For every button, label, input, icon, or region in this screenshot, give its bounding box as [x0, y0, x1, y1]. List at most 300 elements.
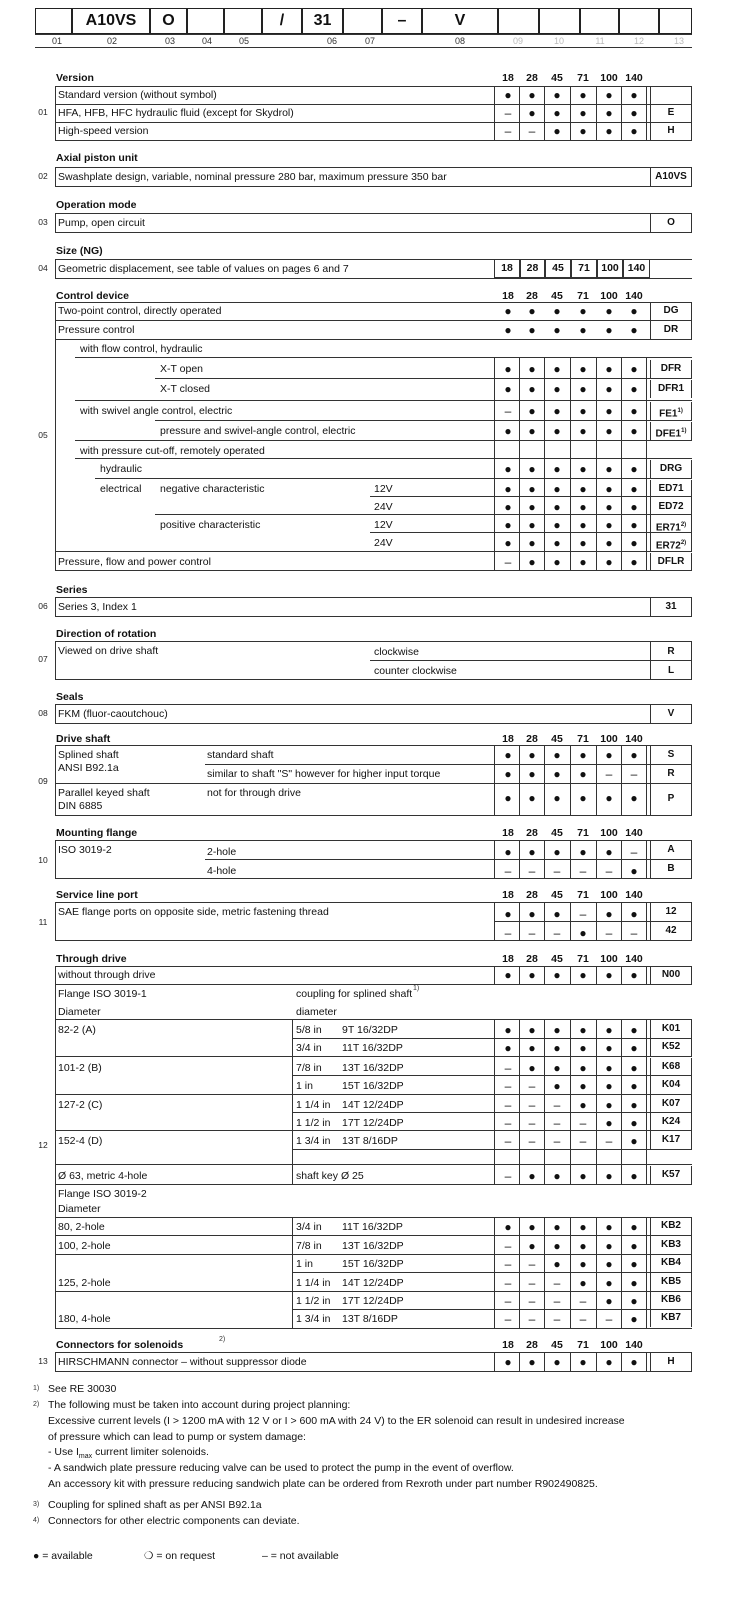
availability-symbol: ● — [504, 1041, 512, 1055]
shaft-diameter: 7/8 in — [296, 1062, 322, 1074]
order-code-box — [580, 8, 619, 34]
rule-line — [55, 232, 692, 233]
availability-symbol: ● — [605, 1257, 613, 1271]
availability-symbol: – — [504, 1276, 512, 1290]
order-code-box — [539, 8, 580, 34]
availability-symbol: – — [504, 1061, 512, 1075]
shaft-desc: not for through drive — [207, 787, 301, 799]
order-code-cell — [650, 966, 692, 984]
availability-symbol: ● — [605, 518, 613, 532]
control-voltage: 24V — [374, 537, 393, 549]
availability-symbol: ● — [579, 88, 587, 102]
size-header-45: 45 — [551, 72, 563, 84]
availability-symbol: ● — [504, 424, 512, 438]
availability-symbol: ● — [605, 1116, 613, 1130]
size-grid-divider — [621, 86, 622, 140]
order-code: DRG — [659, 463, 683, 474]
size-grid-divider — [519, 357, 520, 570]
control-label: with swivel angle control, electric — [80, 405, 233, 417]
divider-line — [292, 1019, 293, 1184]
axial-label: Swashplate design, variable, nominal pressure 280 bar, maximum pressure 350 bar — [58, 171, 447, 183]
availability-symbol: ● — [528, 382, 536, 396]
header-underline — [35, 34, 692, 35]
size-grid-left — [494, 1217, 495, 1328]
diameter-label: Diameter — [58, 1006, 101, 1018]
availability-symbol: ● — [553, 1079, 561, 1093]
availability-symbol: – — [579, 1134, 587, 1148]
spline-spec: 13T 16/32DP — [342, 1062, 404, 1074]
size-header-28: 28 — [526, 889, 538, 901]
availability-symbol: – — [579, 1312, 587, 1326]
availability-symbol: ● — [553, 106, 561, 120]
size-grid-divider — [570, 357, 571, 570]
size-header-140: 140 — [625, 1339, 643, 1351]
availability-symbol: – — [504, 555, 512, 569]
control-label: hydraulic — [100, 463, 143, 475]
availability-symbol: ● — [504, 362, 512, 376]
availability-symbol: ● — [630, 1257, 638, 1271]
availability-symbol: ● — [579, 1355, 587, 1369]
rule-line — [55, 641, 692, 642]
availability-symbol: ● — [630, 462, 638, 476]
shaft-diameter: 3/4 in — [296, 1042, 322, 1054]
order-code-cell — [650, 745, 692, 764]
size-header-140: 140 — [625, 290, 643, 302]
size-header-140: 140 — [625, 72, 643, 84]
legend-on-request: ❍ = on request — [144, 1550, 215, 1562]
section-title-mounting: Mounting flange — [56, 827, 138, 839]
rule-line — [55, 940, 692, 941]
size-grid-right — [646, 745, 647, 815]
size-box: 28 — [520, 259, 545, 278]
order-code: KB4 — [660, 1257, 681, 1268]
order-code-cell — [650, 1038, 692, 1056]
rule-line — [205, 764, 692, 765]
order-code: 31 — [665, 601, 677, 612]
order-code: KB7 — [660, 1312, 681, 1323]
availability-symbol: ● — [504, 518, 512, 532]
order-code-box — [72, 8, 150, 34]
series-label: Series 3, Index 1 — [58, 601, 137, 613]
footnote-ref: 2) — [680, 540, 687, 546]
control-characteristic: negative characteristic — [160, 483, 265, 495]
section-title-operation: Operation mode — [56, 199, 137, 211]
control-voltage: 12V — [374, 519, 393, 531]
subscript: max — [78, 1453, 93, 1461]
position-number: 06 — [38, 601, 48, 611]
order-code-cell — [650, 1020, 692, 1038]
section-title-through-drive: Through drive — [56, 953, 127, 965]
order-code: E — [667, 107, 675, 118]
flange-size: 180, 4-hole — [58, 1313, 111, 1325]
availability-symbol: – — [630, 926, 638, 940]
availability-symbol: ● — [605, 1023, 613, 1037]
size-header-71: 71 — [577, 1339, 589, 1351]
availability-symbol: ● — [605, 88, 613, 102]
size-header-45: 45 — [551, 290, 563, 302]
availability-symbol: ● — [605, 555, 613, 569]
size-label: Geometric displacement, see table of values on pages 6 and 7 — [58, 263, 349, 275]
size-header-45: 45 — [551, 953, 563, 965]
position-label: 05 — [238, 36, 249, 46]
rule-line — [55, 1328, 692, 1329]
spline-spec: 9T 16/32DP — [342, 1024, 398, 1036]
order-code: ER72 — [655, 540, 681, 552]
availability-symbol: ● — [528, 424, 536, 438]
availability-symbol: ● — [553, 1023, 561, 1037]
availability-symbol: ● — [630, 1079, 638, 1093]
rule-line — [155, 420, 692, 421]
rule-line — [155, 378, 692, 379]
legend-available: ● = available — [33, 1550, 93, 1562]
order-code-cell — [650, 1113, 692, 1131]
size-grid-divider — [544, 902, 545, 940]
availability-symbol: ● — [630, 500, 638, 514]
availability-symbol: – — [579, 907, 587, 921]
shaft-type: Splined shaft — [58, 749, 119, 761]
availability-symbol: ● — [504, 500, 512, 514]
size-grid-divider — [519, 840, 520, 878]
rule-line — [55, 278, 692, 279]
order-code: N00 — [661, 969, 681, 980]
availability-symbol: – — [528, 1294, 536, 1308]
availability-symbol: – — [579, 864, 587, 878]
size-header-100: 100 — [600, 290, 618, 302]
divider-line — [55, 641, 56, 679]
spline-spec: 17T 12/24DP — [342, 1295, 404, 1307]
size-grid-divider — [519, 1217, 520, 1328]
size-grid-divider — [544, 86, 545, 140]
spline-spec: 14T 12/24DP — [342, 1277, 404, 1289]
rule-line — [55, 570, 692, 571]
through-drive-none: without through drive — [58, 969, 156, 981]
availability-symbol: – — [553, 926, 561, 940]
size-header-71: 71 — [577, 889, 589, 901]
availability-symbol: ● — [528, 1355, 536, 1369]
order-code-value: 31 — [313, 12, 332, 29]
order-code-value: – — [397, 12, 407, 29]
availability-symbol: – — [579, 1116, 587, 1130]
availability-symbol: ● — [605, 106, 613, 120]
position-number: 04 — [38, 263, 48, 273]
availability-symbol: ● — [504, 845, 512, 859]
order-code: K68 — [661, 1061, 681, 1072]
footnote-text: The following must be taken into account during project planning: — [48, 1399, 351, 1411]
position-label: 02 — [106, 36, 117, 46]
order-code: P — [667, 793, 675, 804]
footnote-text: Excessive current levels (I > 1200 mA with 12 V or I > 600 mA with 24 V) to the ER solenoid can result in undesired increase — [48, 1415, 625, 1427]
version-option-label: HFA, HFB, HFC hydraulic fluid (except for Skydrol) — [58, 107, 294, 119]
size-grid-divider — [570, 840, 571, 878]
availability-symbol: ● — [553, 1169, 561, 1183]
size-header-100: 100 — [600, 827, 618, 839]
rule-line — [55, 1184, 692, 1185]
order-code: DFR1 — [657, 383, 685, 394]
size-header-71: 71 — [577, 953, 589, 965]
divider-line — [55, 1352, 56, 1371]
availability-symbol: – — [504, 926, 512, 940]
order-code-cell — [650, 86, 692, 104]
order-code: DG — [663, 305, 679, 316]
rule-line — [95, 478, 692, 479]
position-number: 07 — [38, 654, 48, 664]
availability-symbol: – — [504, 1294, 512, 1308]
availability-symbol: ● — [630, 1116, 638, 1130]
section-title-rotation: Direction of rotation — [56, 628, 157, 640]
order-code-cell — [650, 859, 692, 878]
availability-symbol: ● — [553, 845, 561, 859]
availability-symbol: – — [605, 767, 613, 781]
order-code-box — [224, 8, 262, 34]
availability-symbol: ● — [504, 907, 512, 921]
availability-symbol: ● — [579, 968, 587, 982]
order-code-cell — [650, 321, 692, 339]
size-grid-right — [646, 1217, 647, 1328]
availability-symbol: ● — [630, 1239, 638, 1253]
availability-symbol: ● — [528, 462, 536, 476]
order-code-cell — [650, 460, 692, 478]
availability-symbol: ● — [528, 845, 536, 859]
availability-symbol: ● — [579, 462, 587, 476]
version-option-label: High-speed version — [58, 125, 149, 137]
size-header-28: 28 — [526, 1339, 538, 1351]
order-code-box — [187, 8, 224, 34]
availability-symbol: – — [504, 1312, 512, 1326]
size-header-45: 45 — [551, 733, 563, 745]
shaft-standard: ANSI B92.1a — [58, 762, 119, 774]
shaft-desc: similar to shaft "S" however for higher input torque — [207, 768, 441, 780]
footnote-mark: 1) — [33, 1385, 40, 1392]
header-bottom-rule — [35, 47, 692, 48]
availability-symbol: ● — [630, 1294, 638, 1308]
size-grid-left — [494, 745, 495, 815]
spline-spec: 15T 16/32DP — [342, 1080, 404, 1092]
order-code-cell — [650, 380, 692, 398]
size-grid-divider — [544, 745, 545, 815]
availability-symbol: ● — [504, 462, 512, 476]
size-box: 18 — [494, 259, 520, 278]
size-header-140: 140 — [625, 733, 643, 745]
availability-symbol: – — [528, 1276, 536, 1290]
control-voltage: 24V — [374, 501, 393, 513]
order-code: KB2 — [660, 1220, 681, 1231]
availability-symbol: ● — [553, 424, 561, 438]
size-grid-divider — [519, 1352, 520, 1371]
order-code: ED72 — [658, 501, 684, 512]
availability-symbol: ● — [504, 382, 512, 396]
availability-symbol: ● — [504, 1355, 512, 1369]
section-title-size: Size (NG) — [56, 245, 103, 257]
divider-line — [55, 704, 56, 723]
order-code: KB5 — [660, 1276, 681, 1287]
size-header-71: 71 — [577, 733, 589, 745]
availability-symbol: – — [504, 864, 512, 878]
order-code-cell — [650, 1273, 692, 1291]
section-title-service: Service line port — [56, 889, 138, 901]
availability-symbol: ● — [504, 767, 512, 781]
availability-symbol: ● — [605, 424, 613, 438]
divider-line — [55, 259, 56, 278]
order-code: 42 — [665, 925, 677, 936]
position-number: 12 — [38, 1140, 48, 1150]
availability-symbol: ● — [504, 304, 512, 318]
size-box: 140 — [623, 259, 650, 278]
availability-symbol: – — [553, 1098, 561, 1112]
availability-symbol: ● — [630, 362, 638, 376]
position-number: 13 — [38, 1356, 48, 1366]
availability-symbol: ● — [579, 323, 587, 337]
availability-symbol: ● — [553, 304, 561, 318]
availability-symbol: ● — [605, 1041, 613, 1055]
footnote-text: of pressure which can lead to pump or system damage: — [48, 1431, 306, 1443]
availability-symbol: ● — [630, 1312, 638, 1326]
order-code: R — [667, 768, 675, 779]
order-code-cell — [650, 1309, 692, 1327]
size-grid-divider — [570, 86, 571, 140]
control-label: X-T closed — [160, 383, 210, 395]
order-code: B — [667, 863, 675, 874]
size-grid-divider — [596, 840, 597, 878]
order-code-cell — [650, 1236, 692, 1254]
rotation-option: clockwise — [374, 646, 419, 658]
rule-line — [292, 1272, 692, 1273]
availability-symbol: ● — [605, 968, 613, 982]
availability-symbol: ● — [528, 1220, 536, 1234]
shaft-diameter: 1 3/4 in — [296, 1313, 331, 1325]
size-grid-divider — [621, 1019, 622, 1184]
footnote-ref: 2) — [680, 522, 687, 528]
order-code-box — [498, 8, 539, 34]
flange-size: 125, 2-hole — [58, 1277, 111, 1289]
position-number: 11 — [38, 917, 48, 927]
position-label: 11 — [595, 36, 605, 46]
control-label: pressure and swivel-angle control, electric — [160, 425, 356, 437]
rule-line — [55, 597, 692, 598]
availability-symbol: ● — [579, 362, 587, 376]
section-title-axial: Axial piston unit — [56, 152, 138, 164]
order-code: K52 — [661, 1041, 681, 1052]
availability-symbol: – — [605, 1134, 613, 1148]
availability-symbol: ● — [553, 1041, 561, 1055]
shaft-diameter: 1 1/2 in — [296, 1117, 331, 1129]
size-grid-divider — [570, 1352, 571, 1371]
availability-symbol: ● — [630, 1098, 638, 1112]
rule-line — [55, 679, 692, 680]
size-box: 71 — [571, 259, 597, 278]
order-code-cell — [650, 213, 692, 232]
availability-symbol: ● — [579, 555, 587, 569]
order-code-cell — [650, 1352, 692, 1371]
availability-symbol: ● — [605, 536, 613, 550]
availability-symbol: ● — [630, 88, 638, 102]
size-grid-divider — [570, 966, 571, 984]
legend-not-available: – = not available — [262, 1550, 339, 1562]
availability-symbol: ● — [553, 518, 561, 532]
footnote-ref: 1) — [677, 408, 683, 414]
availability-symbol: – — [504, 106, 512, 120]
mounting-option: 4-hole — [207, 865, 237, 877]
availability-symbol: ● — [579, 1169, 587, 1183]
availability-symbol: ● — [605, 362, 613, 376]
order-code-cell — [650, 661, 692, 680]
rule-line — [292, 1075, 692, 1076]
availability-symbol: ● — [605, 1239, 613, 1253]
order-code-cell — [650, 422, 692, 440]
availability-symbol: ● — [579, 748, 587, 762]
control-characteristic: positive characteristic — [160, 519, 261, 531]
availability-symbol: ● — [579, 1257, 587, 1271]
availability-symbol: ● — [553, 404, 561, 418]
availability-symbol: – — [528, 1257, 536, 1271]
rule-line — [55, 723, 692, 724]
order-code: H — [667, 1356, 675, 1367]
size-header-28: 28 — [526, 733, 538, 745]
divider-line — [55, 902, 56, 940]
availability-symbol: ● — [630, 518, 638, 532]
section-title-drive-shaft: Drive shaft — [56, 733, 111, 745]
size-grid-left — [494, 1352, 495, 1371]
divider-line — [55, 302, 56, 570]
size-header-18: 18 — [502, 1339, 514, 1351]
availability-symbol: ● — [528, 362, 536, 376]
availability-symbol: ● — [605, 1098, 613, 1112]
order-code-cell — [650, 704, 692, 723]
order-code-cell — [650, 534, 692, 552]
flange-diameter: 82-2 (A) — [58, 1024, 96, 1036]
size-grid-right — [646, 1352, 647, 1371]
divider-line — [55, 745, 56, 815]
availability-symbol: ● — [579, 106, 587, 120]
availability-symbol: ● — [553, 382, 561, 396]
availability-symbol: ● — [605, 323, 613, 337]
order-code-box — [35, 8, 72, 34]
flange-diameter: 101-2 (B) — [58, 1062, 102, 1074]
availability-symbol: – — [528, 1079, 536, 1093]
spline-spec: 13T 8/16DP — [342, 1313, 398, 1325]
availability-symbol: ● — [528, 323, 536, 337]
size-grid-right — [646, 966, 647, 984]
order-code: H — [667, 125, 675, 136]
availability-symbol: ● — [553, 482, 561, 496]
availability-symbol: – — [504, 1116, 512, 1130]
availability-symbol: – — [504, 1079, 512, 1093]
order-code-cell — [650, 840, 692, 859]
position-number: 01 — [38, 107, 48, 117]
availability-symbol: ● — [630, 124, 638, 138]
availability-symbol: – — [528, 864, 536, 878]
availability-symbol: ● — [579, 1079, 587, 1093]
availability-symbol: ● — [553, 362, 561, 376]
size-header-28: 28 — [526, 290, 538, 302]
flange-size: 100, 2-hole — [58, 1240, 111, 1252]
availability-symbol: ● — [528, 748, 536, 762]
availability-symbol: – — [528, 124, 536, 138]
size-grid-divider — [570, 1217, 571, 1328]
flange-size: 80, 2-hole — [58, 1221, 105, 1233]
size-grid-divider — [596, 902, 597, 940]
availability-symbol: – — [504, 1098, 512, 1112]
availability-symbol: ● — [579, 424, 587, 438]
order-code-value: A10VS — [85, 12, 137, 29]
order-code: K24 — [661, 1116, 681, 1127]
size-grid-divider — [596, 1019, 597, 1184]
order-code-cell — [650, 302, 692, 320]
availability-symbol: – — [605, 926, 613, 940]
availability-symbol: ● — [579, 767, 587, 781]
shaft-diameter: 3/4 in — [296, 1221, 322, 1233]
size-grid-left — [494, 357, 495, 570]
availability-symbol: ● — [605, 382, 613, 396]
